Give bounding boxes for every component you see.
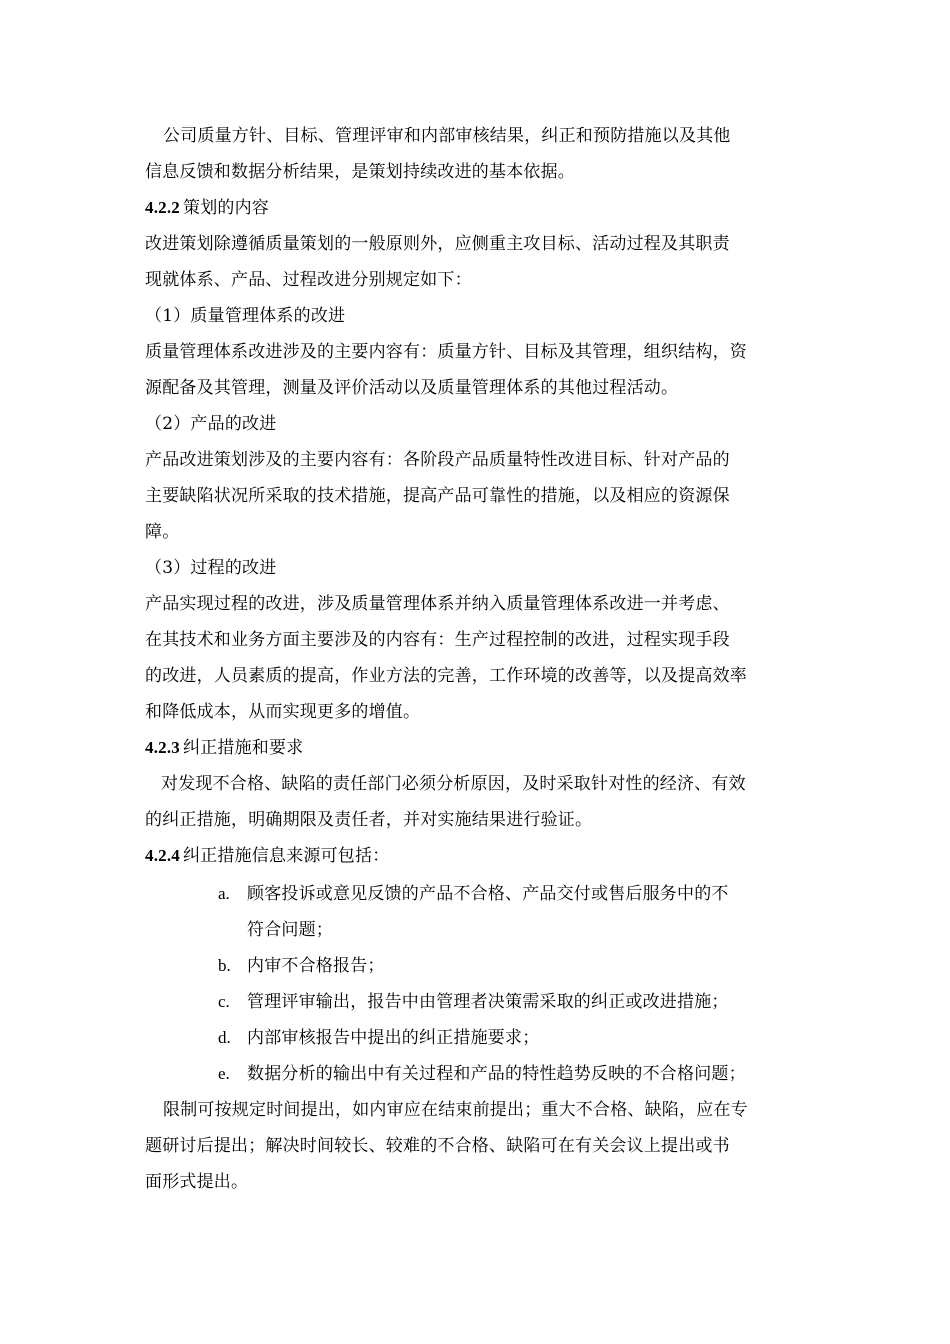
paragraph-line: 对发现不合格、缺陷的责任部门必须分析原因，及时采取针对性的经济、有效 [161,774,746,794]
list-item-continuation: 符合问题； [247,920,333,940]
paragraph-line: 公司质量方针、目标、管理评审和内部审核结果，纠正和预防措施以及其他 [163,126,731,146]
section-title: 策划的内容 [183,198,269,218]
paragraph-line: 的纠正措施，明确期限及责任者，并对实施结果进行验证。 [145,810,593,830]
paragraph-line: 产品改进策划涉及的主要内容有：各阶段产品质量特性改进目标、针对产品的 [145,450,730,470]
section-title: 纠正措施和要求 [183,738,304,758]
list-item: 内部审核报告中提出的纠正措施要求； [247,1028,540,1048]
paragraph-line: 质量管理体系改进涉及的主要内容有：质量方针、目标及其管理，组织结构，资 [145,342,747,362]
paragraph-line: 障。 [145,522,180,542]
paragraph-line: 产品实现过程的改进，涉及质量管理体系并纳入质量管理体系改进一并考虑、 [145,594,730,614]
paragraph-line: 面形式提出。 [145,1172,249,1192]
section-title: 纠正措施信息来源可包括： [183,846,390,866]
paragraph-line: 限制可按规定时间提出，如内审应在结束前提出；重大不合格、缺陷，应在专 [163,1100,748,1120]
list-item: 数据分析的输出中有关过程和产品的特性趋势反映的不合格问题； [247,1064,746,1084]
subsection-title-2: （2）产品的改进 [145,414,277,434]
paragraph-line: 源配备及其管理，测量及评价活动以及质量管理体系的其他过程活动。 [145,378,679,398]
list-marker: d. [218,1028,231,1047]
list-item: 内审不合格报告； [247,956,385,976]
section-number: 4.2.2 [145,198,180,217]
list-marker: a. [218,884,230,903]
list-item: 管理评审输出，报告中由管理者决策需采取的纠正或改进措施； [247,992,729,1012]
list-item: 顾客投诉或意见反馈的产品不合格、产品交付或售后服务中的不 [247,884,729,904]
section-heading-4-2-3 [145,730,303,766]
paragraph-line: 的改进，人员素质的提高，作业方法的完善，工作环境的改善等，以及提高效率 [145,666,747,686]
paragraph-line: 在其技术和业务方面主要涉及的内容有：生产过程控制的改进，过程实现手段 [145,630,730,650]
list-marker: b. [218,956,231,975]
section-heading-4-2-2 [145,190,269,226]
paragraph-line: 信息反馈和数据分析结果，是策划持续改进的基本依据。 [145,162,575,182]
list-marker: c. [218,992,230,1011]
section-number: 4.2.4 [145,846,180,865]
section-number: 4.2.3 [145,738,180,757]
paragraph-line: 和降低成本，从而实现更多的增值。 [145,702,421,722]
paragraph-line: 主要缺陷状况所采取的技术措施，提高产品可靠性的措施，以及相应的资源保 [145,486,730,506]
subsection-title-1: （1）质量管理体系的改进 [145,306,346,326]
list-marker: e. [218,1064,230,1083]
section-heading-4-2-4 [145,838,389,874]
paragraph-line: 改进策划除遵循质量策划的一般原则外，应侧重主攻目标、活动过程及其职责 [145,234,730,254]
paragraph-line: 现就体系、产品、过程改进分别规定如下： [145,270,472,290]
paragraph-line: 题研讨后提出；解决时间较长、较难的不合格、缺陷可在有关会议上提出或书 [145,1136,730,1156]
subsection-title-3: （3）过程的改进 [145,558,277,578]
